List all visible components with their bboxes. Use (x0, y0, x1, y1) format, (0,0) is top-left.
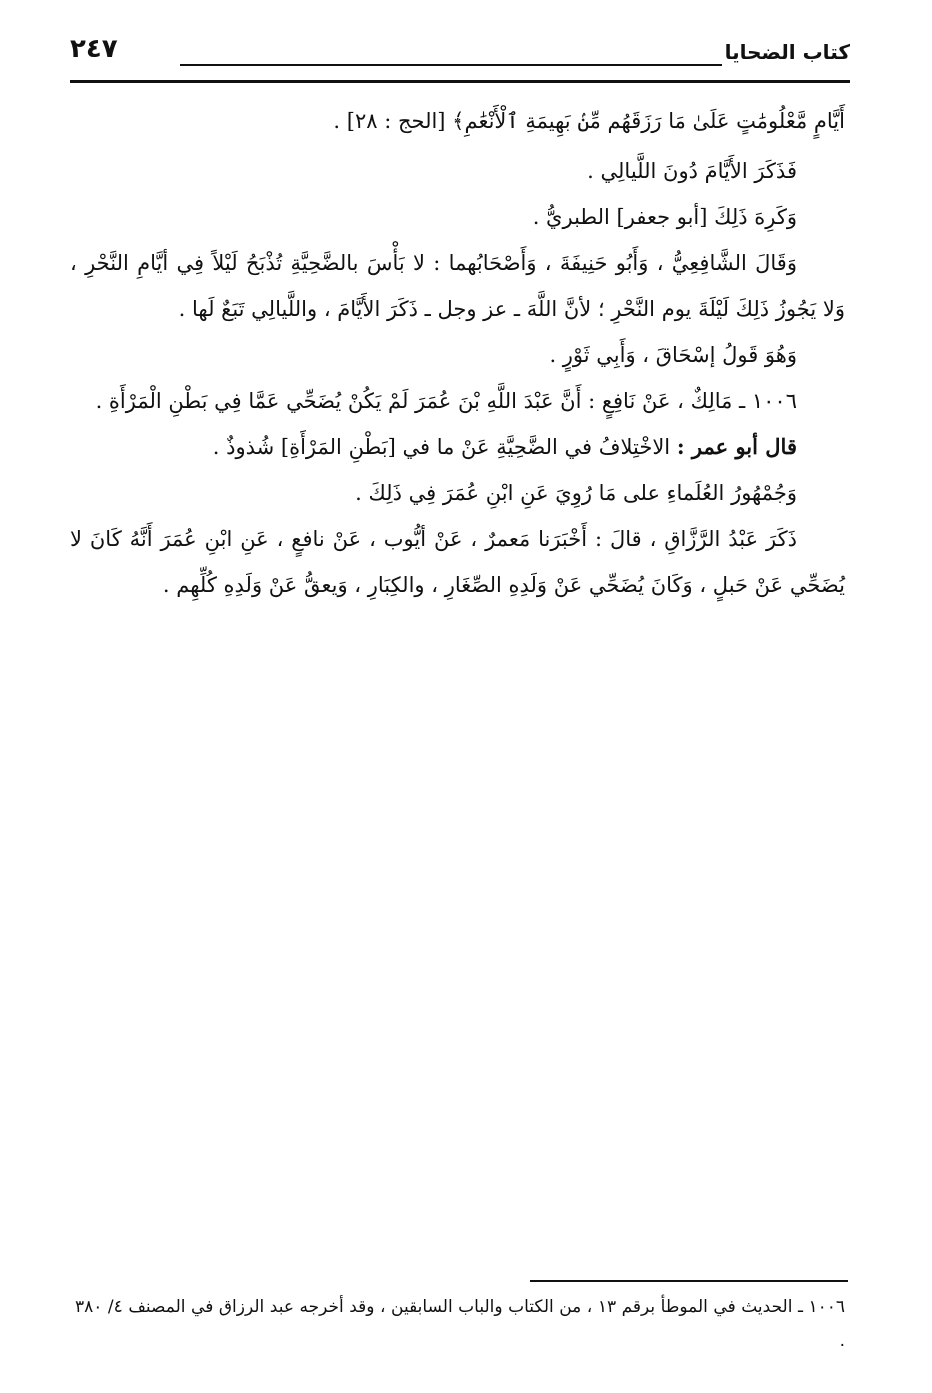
page-header (70, 28, 850, 84)
commentary-paragraph (70, 424, 845, 470)
paragraph: وَهُوَ قَولُ إسْحَاقَ ، وَأَبِي ثَوْرٍ . (549, 343, 797, 367)
main-text (70, 98, 845, 608)
header-leader-line (180, 64, 722, 66)
paragraph: وَكَرِهَ ذَلِكَ [أبو جعفر] الطبريُّ . (532, 205, 797, 229)
page-number: ٢٤٧ (70, 34, 118, 64)
footnote-separator (530, 1280, 848, 1282)
paragraph: فَذَكَرَ الأَيَّامَ دُونَ اللَّيالِي . (587, 159, 797, 183)
quran-verse-continuation: أَيَّامٍ مَّعْلُومَٰتٍ عَلَىٰ مَا رَزَقَهُم مِّنۢ بَهِيمَةِ ٱلْأَنْعَٰمِ﴾ [الحج : ٢٨] . (333, 109, 845, 133)
hadith-paragraph: ١٠٠٦ ـ مَالِكٌ ، عَنْ نَافِعٍ : أَنَّ عَبْدَ اللَّهِ بْنَ عُمَرَ لَمْ يَكُنْ يُضَحِّي عَمَّا فِي بَطْنِ الْمَرْأَةِ . (95, 389, 797, 413)
paragraph: وَجُمْهُورُ العُلَماءِ على مَا رُوِيَ عَنِ ابْنِ عُمَرَ فِي ذَلِكَ . (355, 481, 797, 505)
chapter-title: كتاب الضحايا (724, 40, 850, 64)
commentator-label: قال أبو عمر : (676, 434, 797, 459)
header-rule (70, 80, 850, 83)
commentary-text: الاخْتِلافُ في الضَّحِيَّةِ عَنْ ما في [بَطْنِ المَرْأَةِ] شُذوذٌ . (212, 435, 677, 459)
paragraph: ذَكَرَ عَبْدُ الرَّزَّاقِ ، قالَ : أَخْبَرَنا مَعمرٌ ، عَنْ أيُّوب ، عَنْ نافعٍ ، عَنِ ابْنِ عُمَرَ أَنَّهُ كَانَ لا يُضَحِّي عَنْ حَبلٍ ، وَكَانَ يُضَحِّي عَنْ وَلَدِهِ الصِّغَارِ ، والكِبَارِ ، وَيعقُّ عَنْ وَلَدِهِ كُلِّهِم . (70, 527, 845, 597)
footnote: ١٠٠٦ ـ الحديث في الموطأ برقم ١٣ ، من الكتاب والباب السابقين ، وقد أخرجه عبد الرزاق في المصنف ٤/ ٣٨٠ . (75, 1297, 845, 1351)
paragraph: وَقَالَ الشَّافِعِيُّ ، وَأَبُو حَنِيفَةَ ، وَأَصْحَابُهما : لا بَأْسَ بالضَّحِيَّةِ تُذْبَحُ لَيْلاً فِي أيَّامِ النَّحْرِ ، وَلا يَجُوزُ ذَلِكَ لَيْلَةَ يوم النَّحْرِ ؛ لأنَّ اللَّهَ ـ عز وجل ـ ذَكَرَ الأَيَّامَ ، واللَّيالِي تَبَعٌ لَها . (70, 251, 845, 321)
